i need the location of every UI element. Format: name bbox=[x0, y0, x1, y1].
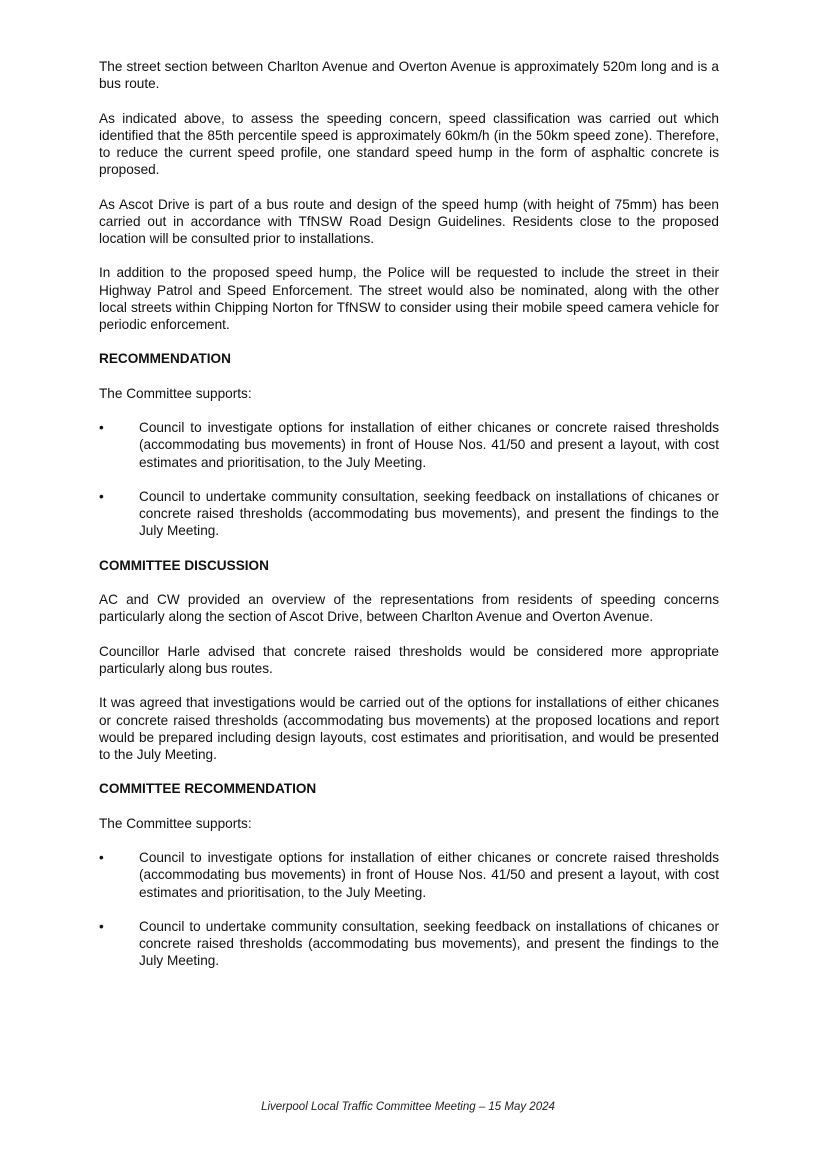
committee-recommendation-intro: The Committee supports: bbox=[99, 815, 252, 831]
page-footer: Liverpool Local Traffic Committee Meeting – 15 May 2024 bbox=[261, 1101, 555, 1113]
list-item bbox=[99, 918, 719, 970]
paragraph-speed-classification: As indicated above, to assess the speeding concern, speed classification was carried out which identified that the 85th percentile speed is approximately 60km/h (in the 50km speed zone). Therefore, to reduce the current speed profile, one standard speed hump in the form of asphaltic concrete is proposed. bbox=[99, 110, 719, 178]
recommendation-intro: The Committee supports: bbox=[99, 385, 252, 401]
recommendation-list bbox=[99, 419, 719, 539]
paragraph-police-enforcement: In addition to the proposed speed hump, the Police will be requested to include the street in their Highway Patrol and Speed Enforcement. The street would also be nominated, along with the other local streets within Chipping Norton for TfNSW to consider using their mobile speed camera vehicle for periodic enforcement. bbox=[99, 265, 719, 332]
paragraph-agreement: It was agreed that investigations would be carried out of the options for installations of either chicanes or concrete raised thresholds (accommodating bus movements) at the proposed locations and report would be prepared including design layouts, cost estimates and prioritisation, and would be presented to the July Meeting. bbox=[99, 695, 719, 762]
bullet-icon: • bbox=[99, 488, 104, 504]
committee-discussion-heading: COMMITTEE DISCUSSION bbox=[99, 557, 269, 573]
list-item-text: Council to investigate options for installation of either chicanes or concrete raised thresholds (accommodating bus movements) in front of House Nos. 41/50 and present a layout, with cost estimates and prioritisation, to the July Meeting. bbox=[139, 850, 719, 900]
committee-recommendation-heading: COMMITTEE RECOMMENDATION bbox=[99, 781, 317, 797]
paragraph-street-section: The street section between Charlton Avenue and Overton Avenue is approximately 520m long and is a bus route. bbox=[99, 59, 719, 92]
list-item bbox=[99, 849, 719, 901]
bullet-icon: • bbox=[99, 918, 104, 934]
paragraph-councillor-advice: Councillor Harle advised that concrete raised thresholds would be considered more appropriate particularly along bus routes. bbox=[99, 643, 719, 676]
list-item bbox=[99, 419, 719, 471]
committee-recommendation-list bbox=[99, 849, 719, 969]
document-body bbox=[99, 58, 719, 987]
bullet-icon: • bbox=[99, 420, 104, 436]
list-item-text: Council to undertake community consultation, seeking feedback on installations of chicanes or concrete raised thresholds (accommodating bus movements), and present the findings to the July Meeting. bbox=[139, 918, 719, 969]
list-item-text: Council to undertake community consultation, seeking feedback on installations of chicanes or concrete raised thresholds (accommodating bus movements), and present the findings to the July Meeting. bbox=[139, 488, 719, 539]
paragraph-speed-hump-design: As Ascot Drive is part of a bus route and design of the speed hump (with height of 75mm) has been carried out in accordance with TfNSW Road Design Guidelines. Residents close to the proposed location will be consulted prior to installations. bbox=[99, 196, 719, 246]
bullet-icon: • bbox=[99, 850, 104, 866]
list-item bbox=[99, 488, 719, 540]
list-item-text: Council to investigate options for installation of either chicanes or concrete raised thresholds (accommodating bus movements) in front of House Nos. 41/50 and present a layout, with cost estimates and prioritisation, to the July Meeting. bbox=[139, 420, 719, 470]
recommendation-heading: RECOMMENDATION bbox=[99, 351, 231, 367]
paragraph-discussion-overview: AC and CW provided an overview of the representations from residents of speeding concerns particularly along the section of Ascot Drive, between Charlton Avenue and Overton Avenue. bbox=[99, 592, 719, 625]
